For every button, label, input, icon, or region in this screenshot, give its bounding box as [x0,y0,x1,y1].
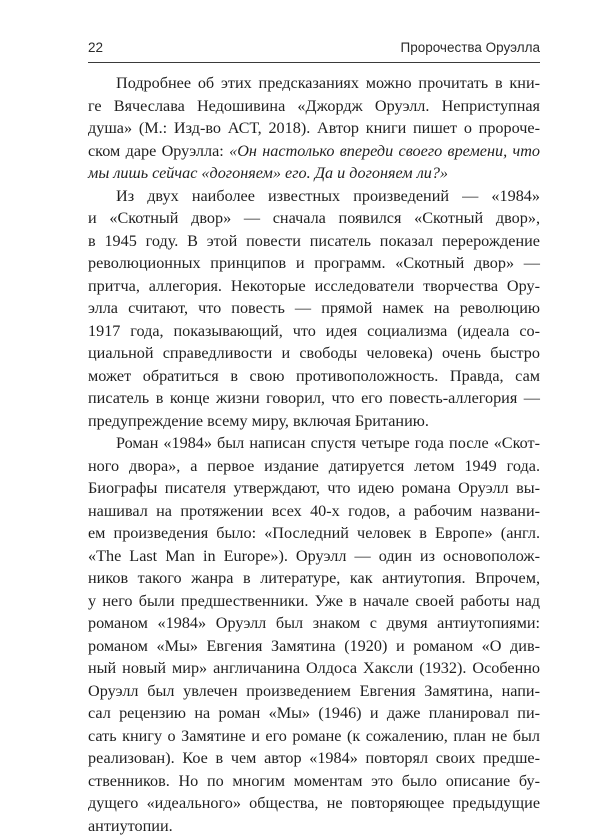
text-line: ного двора», а первое издание датируется летом 1949 года. [88,455,540,478]
text-line: романом «1984» Оруэлл был знаком с двумя антиутопиями: [88,612,540,635]
text-line: реализован). Кое в чем автор «1984» повторял своих предше- [88,747,540,770]
paragraph-2 [88,185,540,433]
text-line: ем произведения было: «Последний человек в Европе» (англ. [88,522,540,545]
text-line: циальной справедливости и свободы человека) очень быстро [88,342,540,365]
text-fragment: ском даре Оруэлла: [88,142,229,160]
text-line: Подробнее об этих предсказаниях можно прочитать в кни- [88,72,540,95]
text-line: и «Скотный двор» — сначала появился «Скотный двор», [88,207,540,230]
text-line: Из двух наиболее известных произведений — «1984» [88,185,540,208]
text-line: ный новый мир» англичанина Олдоса Хаксли (1932). Особенно [88,657,540,680]
text-line: Роман «1984» был написан спустя четыре года после «Скот- [88,432,540,455]
text-line: ственников. Но по многим моментам это было описание бу- [88,770,540,793]
header-rule [88,62,540,63]
body-text [88,72,540,837]
text-line: «The Last Man in Europe»). Оруэлл — один из основополож- [88,545,540,568]
text-line: может обратиться в свою противоположность. Правда, сам [88,365,540,388]
text-line: антиутопии. [88,815,540,837]
page-number: 22 [88,40,103,55]
running-header [88,40,540,62]
italic-quote-line: мы лишь сейчас «догоняем» его. Да и догоняем ли?» [88,162,540,185]
paragraph-3 [88,432,540,837]
text-line: элла считают, что повесть — прямой намек на революцию [88,297,540,320]
running-title: Пророчества Оруэлла [400,40,540,55]
italic-quote: «Он настолько впереди своего времени, что [229,142,540,160]
text-line: писатель в конце жизни говорил, что его повесть-аллегория — [88,387,540,410]
text-line: революционных принципов и программ. «Скотный двор» — [88,252,540,275]
text-line: ников такого жанра в литературе, как антиутопия. Впрочем, [88,567,540,590]
text-line: сал рецензию на роман «Мы» (1946) и даже планировал пи- [88,702,540,725]
text-line-mixed [88,140,540,163]
text-line: ге Вячеслава Недошивина «Джордж Оруэлл. Неприступная [88,95,540,118]
text-line: дущего «идеального» общества, не повторяющее предыдущие [88,792,540,815]
text-line: романом «Мы» Евгения Замятина (1920) и романом «О див- [88,635,540,658]
paragraph-1 [88,72,540,185]
text-line: 1917 года, показывающий, что идея социализма (идеала со- [88,320,540,343]
text-line: у него были предшественники. Уже в начале своей работы над [88,590,540,613]
text-line: в 1945 году. В этой повести писатель показал перерождение [88,230,540,253]
text-line: душа» (М.: Изд-во АСТ, 2018). Автор книги пишет о пророче- [88,117,540,140]
text-line: притча, аллегория. Некоторые исследователи творчества Ору- [88,275,540,298]
text-line: Оруэлл был увлечен произведением Евгения Замятина, напи- [88,680,540,703]
text-line: нашивал на протяжении всех 40-х годов, а рабочим названи- [88,500,540,523]
text-line: Биографы писателя утверждают, что идею романа Оруэлл вы- [88,477,540,500]
text-line: сать книгу о Замятине и его романе (к сожалению, план не был [88,725,540,748]
text-line: предупреждение всему миру, включая Британию. [88,410,540,433]
